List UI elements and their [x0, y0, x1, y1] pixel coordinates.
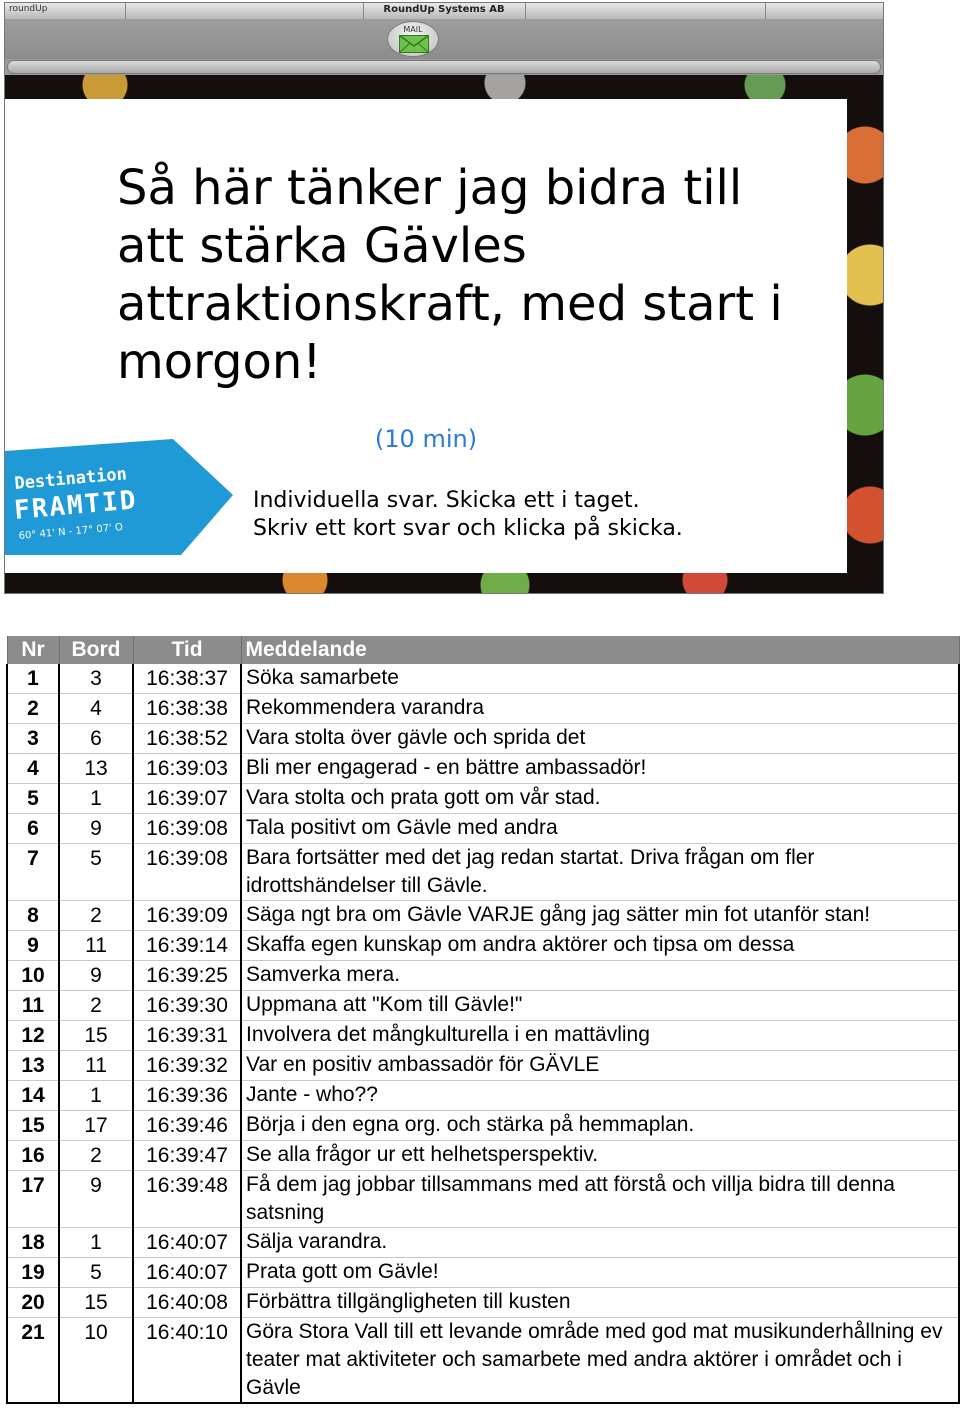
table-row — [7, 664, 959, 694]
row-message: Jante - who?? — [241, 1081, 959, 1111]
row-message: Vara stolta och prata gott om vår stad. — [241, 784, 959, 814]
row-nr: 2 — [7, 694, 59, 724]
envelope-icon — [399, 35, 429, 53]
row-message: Samverka mera. — [241, 961, 959, 991]
row-tid: 16:39:25 — [133, 961, 241, 991]
row-tid: 16:39:30 — [133, 991, 241, 1021]
row-tid: 16:40:07 — [133, 1258, 241, 1288]
row-tid: 16:38:38 — [133, 694, 241, 724]
table-row — [7, 1051, 959, 1081]
row-message: Uppmana att "Kom till Gävle!" — [241, 991, 959, 1021]
row-tid: 16:39:08 — [133, 844, 241, 901]
row-message: Göra Stora Vall till ett levande område med god mat musikunderhållning ev teater mat aktiviteter och samarbete med andra aktörer i området och i Gävle — [241, 1318, 959, 1404]
table-row — [7, 844, 959, 901]
logo-coords: 60° 41' N - 17° 07' O — [18, 521, 124, 542]
row-nr: 11 — [7, 991, 59, 1021]
row-message: Bli mer engagerad - en bättre ambassadör! — [241, 754, 959, 784]
row-tid: 16:40:07 — [133, 1228, 241, 1258]
row-tid: 16:39:31 — [133, 1021, 241, 1051]
slide-title-line: morgon! — [117, 334, 322, 390]
row-bord: 9 — [59, 814, 133, 844]
row-bord: 11 — [59, 1051, 133, 1081]
table-row — [7, 1258, 959, 1288]
instruction-line: Individuella svar. Skicka ett i taget. — [253, 488, 640, 513]
header-tid: Tid — [133, 636, 241, 664]
row-nr: 13 — [7, 1051, 59, 1081]
row-message: Säga ngt bra om Gävle VARJE gång jag sätter min fot utanför stan! — [241, 901, 959, 931]
row-bord: 1 — [59, 1081, 133, 1111]
mail-button[interactable] — [387, 21, 439, 57]
slide-title — [117, 159, 817, 391]
row-tid: 16:40:08 — [133, 1288, 241, 1318]
row-nr: 5 — [7, 784, 59, 814]
table-row — [7, 1171, 959, 1228]
window-title: RoundUp Systems AB — [383, 4, 505, 15]
row-nr: 17 — [7, 1171, 59, 1228]
row-bord: 6 — [59, 724, 133, 754]
header-meddelande: Meddelande — [241, 636, 959, 664]
destination-framtid-logo — [5, 439, 245, 559]
row-tid: 16:39:46 — [133, 1111, 241, 1141]
table-row — [7, 1021, 959, 1051]
row-bord: 1 — [59, 784, 133, 814]
row-message: Skaffa egen kunskap om andra aktörer och tipsa om dessa — [241, 931, 959, 961]
row-nr: 7 — [7, 844, 59, 901]
table-row — [7, 694, 959, 724]
row-message: Prata gott om Gävle! — [241, 1258, 959, 1288]
row-message: Se alla frågor ur ett helhetsperspektiv. — [241, 1141, 959, 1171]
row-tid: 16:38:37 — [133, 664, 241, 694]
mail-label: MAIL — [403, 25, 423, 34]
row-tid: 16:39:03 — [133, 754, 241, 784]
row-bord: 13 — [59, 754, 133, 784]
row-nr: 9 — [7, 931, 59, 961]
row-nr: 12 — [7, 1021, 59, 1051]
roundup-logo: roundUp — [9, 4, 48, 14]
row-bord: 9 — [59, 961, 133, 991]
table-row — [7, 1288, 959, 1318]
row-tid: 16:40:10 — [133, 1318, 241, 1404]
row-nr: 16 — [7, 1141, 59, 1171]
row-nr: 14 — [7, 1081, 59, 1111]
row-bord: 3 — [59, 664, 133, 694]
row-bord: 4 — [59, 694, 133, 724]
row-nr: 18 — [7, 1228, 59, 1258]
row-tid: 16:39:14 — [133, 931, 241, 961]
row-message: Involvera det mångkulturella i en mattävling — [241, 1021, 959, 1051]
row-tid: 16:39:09 — [133, 901, 241, 931]
row-bord: 15 — [59, 1288, 133, 1318]
row-nr: 19 — [7, 1258, 59, 1288]
row-tid: 16:39:32 — [133, 1051, 241, 1081]
table-row — [7, 784, 959, 814]
table-row — [7, 724, 959, 754]
table-row — [7, 1141, 959, 1171]
row-nr: 10 — [7, 961, 59, 991]
row-bord: 9 — [59, 1171, 133, 1228]
row-bord: 2 — [59, 901, 133, 931]
row-message: Tala positivt om Gävle med andra — [241, 814, 959, 844]
row-bord: 10 — [59, 1318, 133, 1404]
table-header-row — [7, 636, 959, 664]
instruction-line: Skriv ett kort svar och klicka på skicka. — [253, 516, 683, 541]
title-bar — [5, 3, 883, 20]
roundup-window — [4, 2, 884, 594]
row-tid: 16:39:47 — [133, 1141, 241, 1171]
row-message: Bara fortsätter med det jag redan startat. Driva frågan om fler idrottshändelser till Gävle. — [241, 844, 959, 901]
slide-title-line: att stärka Gävles — [117, 218, 527, 274]
row-bord: 17 — [59, 1111, 133, 1141]
row-message: Få dem jag jobbar tillsammans med att förstå och villja bidra till denna satsning — [241, 1171, 959, 1228]
row-nr: 3 — [7, 724, 59, 754]
row-tid: 16:39:07 — [133, 784, 241, 814]
table-row — [7, 931, 959, 961]
row-nr: 8 — [7, 901, 59, 931]
row-tid: 16:38:52 — [133, 724, 241, 754]
header-nr: Nr — [7, 636, 59, 664]
row-bord: 11 — [59, 931, 133, 961]
table-body — [7, 664, 959, 1403]
logo-line1: Destination — [13, 464, 128, 494]
row-nr: 1 — [7, 664, 59, 694]
row-bord: 1 — [59, 1228, 133, 1258]
row-nr: 6 — [7, 814, 59, 844]
row-bord: 5 — [59, 844, 133, 901]
table-row — [7, 901, 959, 931]
table-row — [7, 754, 959, 784]
row-message: Förbättra tillgängligheten till kusten — [241, 1288, 959, 1318]
row-bord: 5 — [59, 1258, 133, 1288]
presentation-stage — [5, 75, 883, 593]
row-tid: 16:39:08 — [133, 814, 241, 844]
row-tid: 16:39:48 — [133, 1171, 241, 1228]
row-nr: 20 — [7, 1288, 59, 1318]
row-message: Var en positiv ambassadör för GÄVLE — [241, 1051, 959, 1081]
messages-table — [6, 636, 960, 1404]
table-row — [7, 814, 959, 844]
row-message: Sälja varandra. — [241, 1228, 959, 1258]
table-row — [7, 961, 959, 991]
toolbar — [5, 19, 883, 59]
row-message: Rekommendera varandra — [241, 694, 959, 724]
row-message: Börja i den egna org. och stärka på hemmaplan. — [241, 1111, 959, 1141]
row-nr: 15 — [7, 1111, 59, 1141]
row-nr: 21 — [7, 1318, 59, 1404]
header-bord: Bord — [59, 636, 133, 664]
row-message: Vara stolta över gävle och sprida det — [241, 724, 959, 754]
table-row — [7, 1111, 959, 1141]
table-row — [7, 1318, 959, 1404]
slide-title-line: attraktionskraft, med start i — [117, 276, 783, 332]
horizontal-scrollbar[interactable] — [7, 60, 881, 74]
row-bord: 15 — [59, 1021, 133, 1051]
row-nr: 4 — [7, 754, 59, 784]
row-bord: 2 — [59, 1141, 133, 1171]
slide-duration: (10 min) — [374, 425, 478, 453]
table-row — [7, 1228, 959, 1258]
table-row — [7, 991, 959, 1021]
row-message: Söka samarbete — [241, 664, 959, 694]
row-tid: 16:39:36 — [133, 1081, 241, 1111]
slide-instructions — [253, 487, 843, 543]
slide-title-line: Så här tänker jag bidra till — [117, 160, 743, 216]
row-bord: 2 — [59, 991, 133, 1021]
logo-line2: FRAMTID — [12, 485, 139, 526]
table-row — [7, 1081, 959, 1111]
